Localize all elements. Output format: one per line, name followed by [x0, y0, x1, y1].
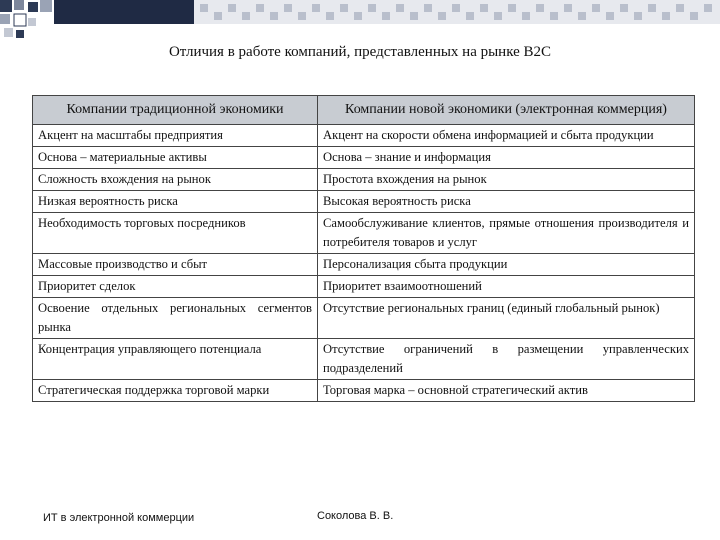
table-row — [33, 125, 695, 147]
table-header-row — [33, 96, 695, 125]
footer-author: Соколова В. В. — [317, 510, 394, 522]
cell-new-economy: Самообслуживание клиентов, прямые отношения производителя и потребителя товаров и услуг — [318, 213, 695, 254]
cell-new-economy: Высокая вероятность риска — [318, 191, 695, 213]
cell-traditional: Приоритет сделок — [33, 276, 318, 298]
table-row — [33, 213, 695, 254]
cell-new-economy: Отсутствие региональных границ (единый глобальный рынок) — [318, 298, 695, 339]
cell-new-economy: Приоритет взаимоотношений — [318, 276, 695, 298]
cell-new-economy: Персонализация сбыта продукции — [318, 254, 695, 276]
cell-new-economy: Основа – знание и информация — [318, 147, 695, 169]
table-row — [33, 276, 695, 298]
header-new-economy: Компании новой экономики (электронная коммерция) — [318, 96, 695, 125]
table-row — [33, 298, 695, 339]
page-title: Отличия в работе компаний, представленных на рынке B2C — [168, 44, 552, 60]
table-row — [33, 339, 695, 380]
table-row — [33, 254, 695, 276]
comparison-table — [32, 95, 695, 402]
cell-new-economy: Торговая марка – основной стратегический актив — [318, 380, 695, 402]
cell-traditional: Массовые производство и сбыт — [33, 254, 318, 276]
footer-course-title: ИТ в электронной коммерции — [43, 512, 195, 524]
table-row — [33, 191, 695, 213]
header-traditional: Компании традиционной экономики — [33, 96, 318, 125]
cell-traditional: Низкая вероятность риска — [33, 191, 318, 213]
cell-traditional: Стратегическая поддержка торговой марки — [33, 380, 318, 402]
cell-traditional: Необходимость торговых посредников — [33, 213, 318, 254]
cell-traditional: Освоение отдельных региональных сегментов рынка — [33, 298, 318, 339]
cell-new-economy: Простота вхождения на рынок — [318, 169, 695, 191]
cell-new-economy: Акцент на скорости обмена информацией и сбыта продукции — [318, 125, 695, 147]
cell-traditional: Основа – материальные активы — [33, 147, 318, 169]
table-row — [33, 147, 695, 169]
table-row — [33, 380, 695, 402]
table-row — [33, 169, 695, 191]
cell-traditional: Сложность вхождения на рынок — [33, 169, 318, 191]
cell-traditional: Акцент на масштабы предприятия — [33, 125, 318, 147]
cell-new-economy: Отсутствие ограничений в размещении управленческих подразделений — [318, 339, 695, 380]
cell-traditional: Концентрация управляющего потенциала — [33, 339, 318, 380]
decorative-squares — [0, 0, 720, 50]
